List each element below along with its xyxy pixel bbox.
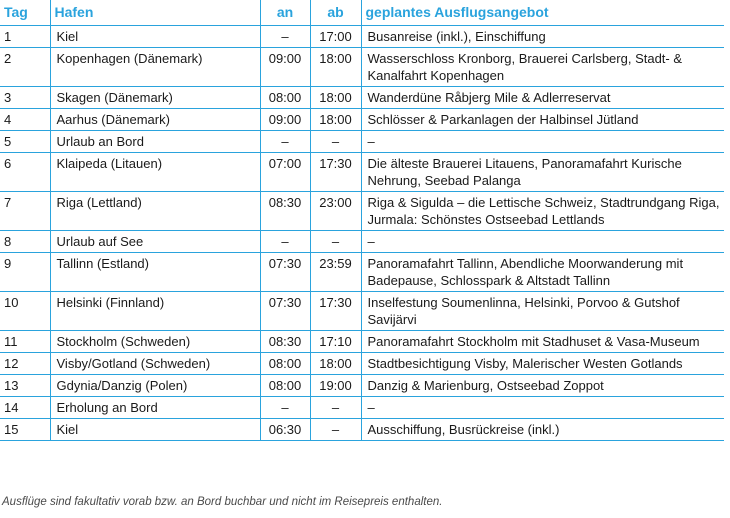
cell-tag: 6: [0, 153, 50, 192]
cell-an: 08:30: [260, 331, 310, 353]
cell-angebot: Busanreise (inkl.), Einschiffung: [361, 26, 724, 48]
cell-ab: 18:00: [310, 353, 361, 375]
cell-angebot: Stadtbesichtigung Visby, Malerischer Westen Gotlands: [361, 353, 724, 375]
table-row: [0, 419, 724, 441]
cell-ab: 18:00: [310, 48, 361, 87]
cell-ab: 17:30: [310, 292, 361, 331]
cell-hafen: Kopenhagen (Dänemark): [50, 48, 260, 87]
cell-angebot: Wanderdüne Råbjerg Mile & Adlerreservat: [361, 87, 724, 109]
cell-ab: 23:00: [310, 192, 361, 231]
cell-hafen: Visby/Gotland (Schweden): [50, 353, 260, 375]
table-row: [0, 26, 724, 48]
cell-angebot: –: [361, 231, 724, 253]
cell-hafen: Urlaub an Bord: [50, 131, 260, 153]
cell-an: –: [260, 231, 310, 253]
cell-hafen: Klaipeda (Litauen): [50, 153, 260, 192]
cell-tag: 10: [0, 292, 50, 331]
cell-tag: 15: [0, 419, 50, 441]
table-row: [0, 153, 724, 192]
cell-an: 07:00: [260, 153, 310, 192]
table-row: [0, 397, 724, 419]
header-angebot: geplantes Ausflugsangebot: [361, 0, 724, 26]
table-row: [0, 109, 724, 131]
cell-an: 08:30: [260, 192, 310, 231]
cell-angebot: Die älteste Brauerei Litauens, Panoramafahrt Kurische Nehrung, Seebad Palanga: [361, 153, 724, 192]
cell-hafen: Gdynia/Danzig (Polen): [50, 375, 260, 397]
cell-an: –: [260, 26, 310, 48]
cell-hafen: Stockholm (Schweden): [50, 331, 260, 353]
cell-angebot: Wasserschloss Kronborg, Brauerei Carlsberg, Stadt- & Kanalfahrt Kopenhagen: [361, 48, 724, 87]
table-row: [0, 48, 724, 87]
cell-ab: 17:00: [310, 26, 361, 48]
cell-an: 09:00: [260, 109, 310, 131]
cell-hafen: Kiel: [50, 419, 260, 441]
cell-an: 06:30: [260, 419, 310, 441]
cell-angebot: –: [361, 131, 724, 153]
cell-angebot: Danzig & Marienburg, Ostseebad Zoppot: [361, 375, 724, 397]
cell-tag: 4: [0, 109, 50, 131]
table-row: [0, 231, 724, 253]
cell-tag: 2: [0, 48, 50, 87]
cell-an: –: [260, 397, 310, 419]
header-hafen: Hafen: [50, 0, 260, 26]
cell-ab: –: [310, 131, 361, 153]
header-tag: Tag: [0, 0, 50, 26]
cell-angebot: Schlösser & Parkanlagen der Halbinsel Jütland: [361, 109, 724, 131]
footnote: Ausflüge sind fakultativ vorab bzw. an Bord buchbar und nicht im Reisepreis enthalten.: [2, 496, 443, 508]
cell-angebot: Panoramafahrt Tallinn, Abendliche Moorwanderung mit Badepause, Schlosspark & Altstadt Tallinn: [361, 253, 724, 292]
cell-angebot: Ausschiffung, Busrückreise (inkl.): [361, 419, 724, 441]
cell-ab: 17:30: [310, 153, 361, 192]
cell-tag: 14: [0, 397, 50, 419]
cell-hafen: Urlaub auf See: [50, 231, 260, 253]
table-row: [0, 375, 724, 397]
cell-an: 08:00: [260, 353, 310, 375]
cell-tag: 8: [0, 231, 50, 253]
table-body: [0, 26, 724, 441]
cell-hafen: Skagen (Dänemark): [50, 87, 260, 109]
cell-an: 07:30: [260, 292, 310, 331]
cell-ab: 19:00: [310, 375, 361, 397]
cell-hafen: Kiel: [50, 26, 260, 48]
cell-an: 08:00: [260, 375, 310, 397]
header-ab: ab: [310, 0, 361, 26]
cell-ab: 17:10: [310, 331, 361, 353]
cell-an: 07:30: [260, 253, 310, 292]
cell-ab: 23:59: [310, 253, 361, 292]
cell-angebot: Inselfestung Soumenlinna, Helsinki, Porvoo & Gutshof Savijärvi: [361, 292, 724, 331]
cell-tag: 1: [0, 26, 50, 48]
header-an: an: [260, 0, 310, 26]
cell-angebot: Panoramafahrt Stockholm mit Stadhuset & Vasa-Museum: [361, 331, 724, 353]
cell-an: –: [260, 131, 310, 153]
cell-tag: 5: [0, 131, 50, 153]
cell-angebot: –: [361, 397, 724, 419]
cell-hafen: Riga (Lettland): [50, 192, 260, 231]
cell-tag: 3: [0, 87, 50, 109]
table-row: [0, 131, 724, 153]
table-row: [0, 353, 724, 375]
cell-tag: 7: [0, 192, 50, 231]
table-row: [0, 87, 724, 109]
table-header: [0, 0, 724, 26]
table-row: [0, 253, 724, 292]
cell-hafen: Tallinn (Estland): [50, 253, 260, 292]
cell-angebot: Riga & Sigulda – die Lettische Schweiz, Stadtrundgang Riga, Jurmala: Schönstes Ostseebad Lettlands: [361, 192, 724, 231]
table-row: [0, 292, 724, 331]
table-row: [0, 331, 724, 353]
cell-hafen: Aarhus (Dänemark): [50, 109, 260, 131]
cell-hafen: Helsinki (Finnland): [50, 292, 260, 331]
cell-tag: 13: [0, 375, 50, 397]
cell-ab: –: [310, 397, 361, 419]
cell-tag: 11: [0, 331, 50, 353]
cell-ab: 18:00: [310, 87, 361, 109]
header-row: [0, 0, 724, 26]
cell-ab: 18:00: [310, 109, 361, 131]
cell-ab: –: [310, 231, 361, 253]
cell-hafen: Erholung an Bord: [50, 397, 260, 419]
table-row: [0, 192, 724, 231]
cell-ab: –: [310, 419, 361, 441]
cell-tag: 9: [0, 253, 50, 292]
cell-tag: 12: [0, 353, 50, 375]
cell-an: 09:00: [260, 48, 310, 87]
cell-an: 08:00: [260, 87, 310, 109]
